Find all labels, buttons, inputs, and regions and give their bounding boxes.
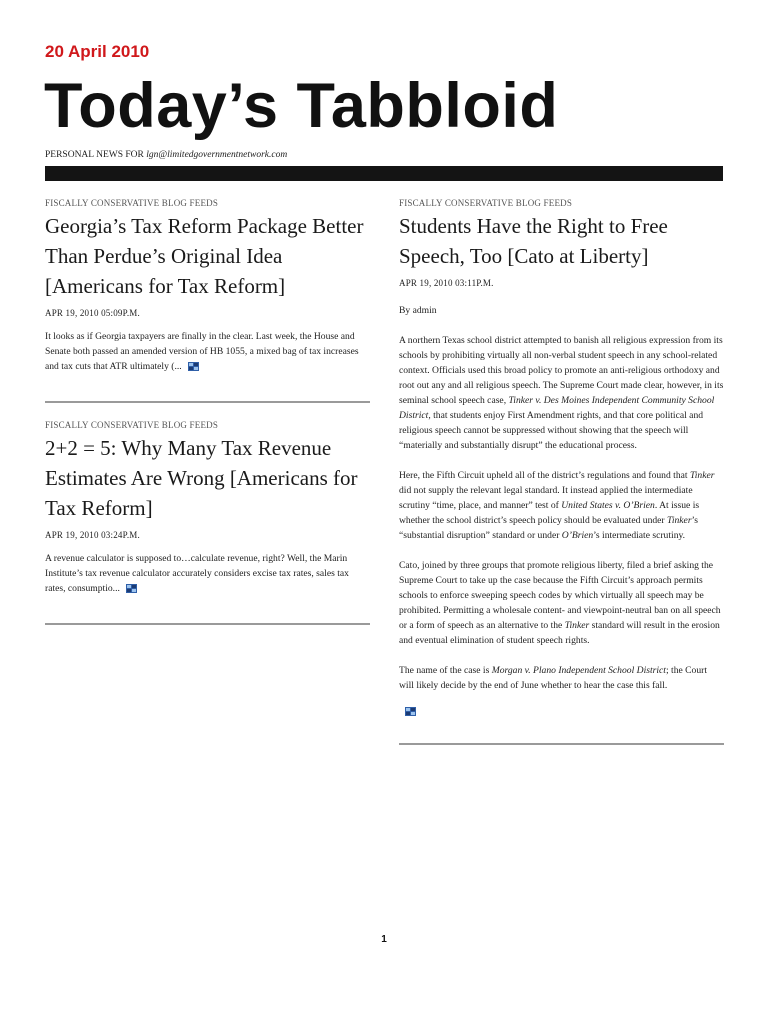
case-name: Tinker [667, 515, 692, 526]
article-category: FISCALLY CONSERVATIVE BLOG FEEDS [399, 198, 573, 208]
article-headline[interactable]: Georgia’s Tax Reform Package Better Than Perdue’s Original Idea [Americans for Tax Reform] [45, 214, 364, 298]
article-divider [45, 401, 370, 403]
masthead-title: Today’s Tabbloid [44, 71, 559, 141]
article-paragraph-4 [399, 663, 724, 693]
article-georgia-tax-reform [45, 197, 370, 403]
text-run: did not supply the relevant legal standard. It instead applied the intermediate scrutiny “time, place, and manner” test of [399, 485, 693, 511]
personal-news-email: lgn@limitedgovernmentnetwork.com [146, 150, 288, 160]
article-excerpt [45, 551, 370, 596]
article-excerpt-text: A revenue calculator is supposed to…calculate revenue, right? Well, the Marin Institute’s tax revenue calculator accurately considers excise tax rates, sales tax rates, consumptio... [45, 553, 349, 594]
article-tax-revenue-estimates [45, 419, 370, 625]
article-body [45, 551, 370, 596]
left-column [45, 197, 370, 625]
article-date: APR 19, 2010 05:09P.M. [45, 308, 140, 318]
article-excerpt [45, 329, 370, 374]
text-run: A northern Texas school district attempted to banish all religious expression from its schools by prohibiting virtually all non-verbal student speech in any school-related context. Officials used this broad policy to promote an anti-religious orthodoxy and root out any and all religious speech. The Supreme Court made clear, however, in its seminal school speech case, [399, 335, 724, 406]
article-body [399, 303, 724, 717]
article-paragraph-3 [399, 558, 724, 648]
feed-link-icon[interactable] [405, 703, 416, 712]
article-byline: By admin [399, 305, 437, 316]
case-name: United States v. O’Brien [561, 500, 655, 511]
article-category: FISCALLY CONSERVATIVE BLOG FEEDS [45, 420, 219, 430]
personal-news-prefix: PERSONAL NEWS FOR [45, 150, 147, 160]
text-run: ; the Court will likely decide by the end of June whether to hear the case this fall. [399, 665, 708, 691]
feed-link-icon[interactable] [188, 361, 199, 370]
text-run: Cato, joined by three groups that promote religious liberty, filed a brief asking the Supreme Court to take up the case because the Fifth Circuit’s approach permits schools to enforce sweeping speech codes by which virtually all speech may be prohibited. Permitting a wholesale content- and viewpoint-neutral ban on all speech or a form of speech as an alternative to the [399, 560, 721, 631]
text-run: standard will result in the erosion and eventual elimination of student speech rights. [399, 620, 720, 646]
text-run: , that students enjoy First Amendment rights, and that core political and religious speech cannot be suppressed without showing that the speech will “materially and substantially disrupt” the educational process. [399, 410, 704, 451]
personal-news-line [45, 150, 287, 160]
article-divider [45, 623, 370, 625]
right-column [399, 197, 724, 745]
article-category: FISCALLY CONSERVATIVE BLOG FEEDS [45, 198, 219, 208]
text-run: ’s “substantial disruption” standard or under [399, 515, 698, 541]
masthead-rule [45, 166, 723, 181]
article-body [45, 329, 370, 374]
issue-date: 20 April 2010 [45, 42, 150, 61]
article-students-free-speech [399, 197, 724, 745]
page-number: 1 [381, 934, 387, 945]
article-date: APR 19, 2010 03:11P.M. [399, 278, 494, 288]
article-headline[interactable]: Students Have the Right to Free Speech, Too [Cato at Liberty] [399, 214, 668, 268]
text-run: Here, the Fifth Circuit upheld all of the district’s regulations and found that [399, 470, 690, 481]
article-paragraph-1 [399, 333, 724, 453]
case-name: Morgan v. Plano Independent School District [491, 665, 666, 676]
feed-link-icon[interactable] [126, 583, 137, 592]
text-run: The name of the case is [399, 665, 492, 676]
article-excerpt-text: It looks as if Georgia taxpayers are finally in the clear. Last week, the House and Senate both passed an amended version of HB 1055, a mixed bag of tax increases and tax cuts that ATR ultimately (... [45, 331, 359, 372]
article-divider [399, 743, 724, 745]
case-name: Tinker v. Des Moines Independent Community School District [399, 395, 715, 421]
article-date: APR 19, 2010 03:24P.M. [45, 530, 140, 540]
article-headline[interactable]: 2+2 = 5: Why Many Tax Revenue Estimates Are Wrong [Americans for Tax Reform] [45, 436, 358, 520]
case-name: O’Brien [561, 530, 594, 541]
case-name: Tinker [564, 620, 590, 631]
text-run: ’s intermediate scrutiny. [593, 530, 686, 541]
case-name: Tinker [689, 470, 715, 481]
text-run: . At issue is whether the school district’s speech policy should be evaluated under [399, 500, 700, 526]
article-paragraph-2 [399, 468, 724, 543]
